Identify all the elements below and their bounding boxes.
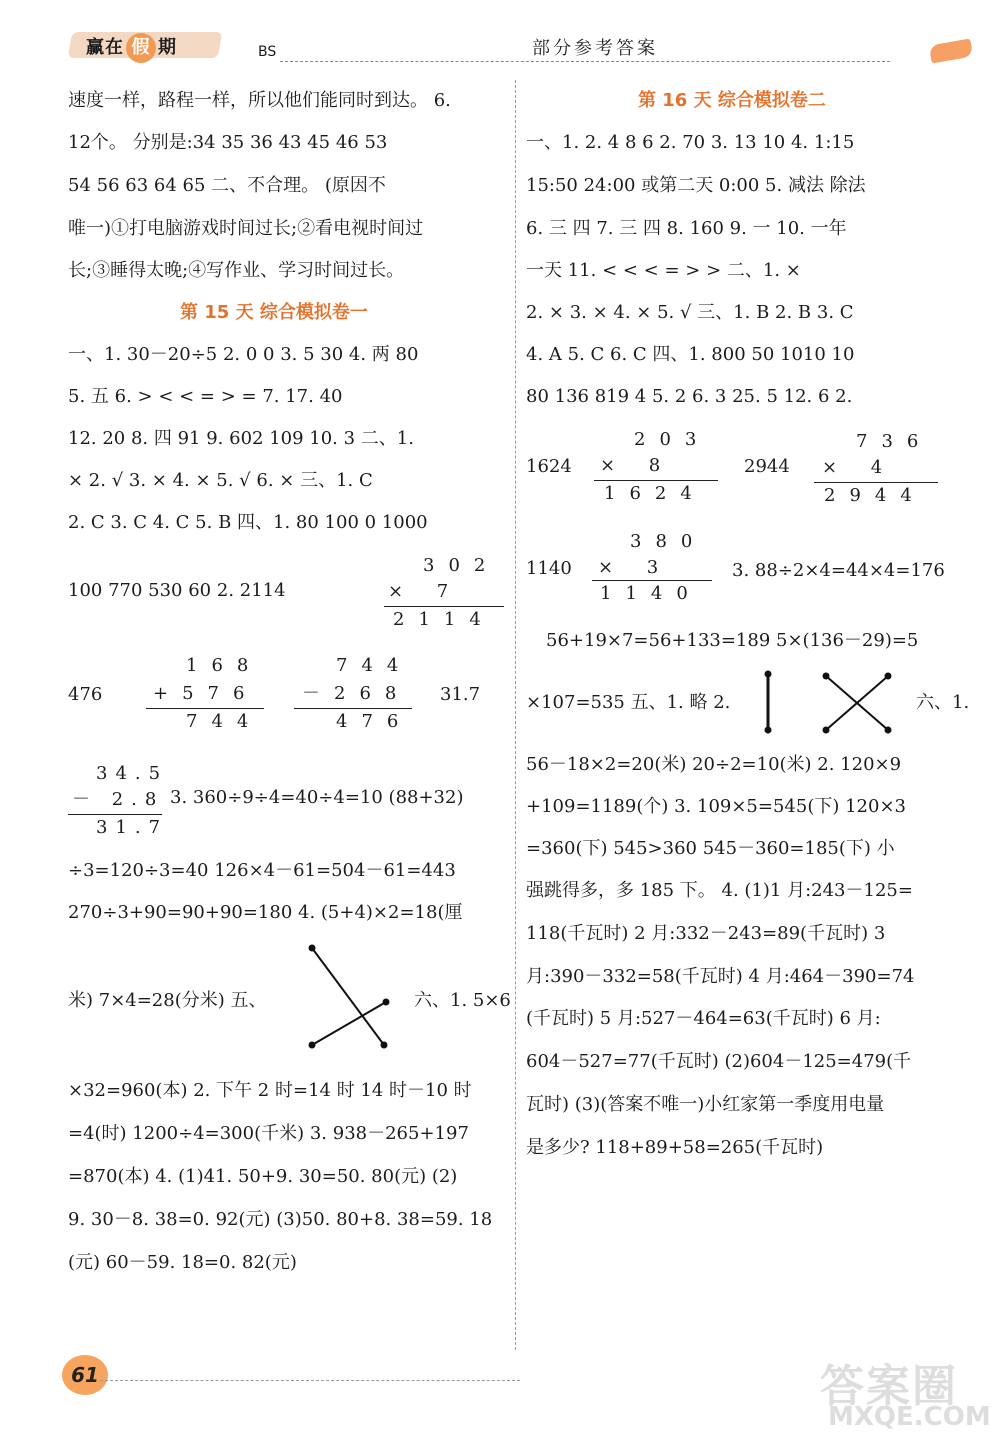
vertical-calc-row: 31.7: [96, 817, 169, 838]
text-line: 强跳得多，多 185 下。 4. (1)1 月:243－125=: [526, 880, 913, 901]
page-title: 部分参考答案: [532, 38, 658, 59]
vertical-calc-row: × 3: [598, 557, 673, 578]
text-line: 56+19×7=56+133=189 5×(136－29)=5: [546, 630, 919, 651]
text-line: × 2. √ 3. × 4. × 5. √ 6. × 三、1. C: [68, 470, 373, 491]
vertical-calc-row: 736: [856, 431, 933, 452]
text-line: 长;③睡得太晚;④写作业、学习时间过长。: [68, 260, 405, 281]
vertical-calc-row: 2114: [393, 609, 495, 630]
calc-rule: [68, 814, 162, 815]
vertical-calc-row: 380: [630, 531, 707, 552]
calc-rule: [384, 606, 504, 607]
section-title-day15: 第 15 天 综合模拟卷一: [180, 302, 368, 323]
vertical-calc-row: 34.5: [96, 763, 169, 784]
footer-rule: [100, 1380, 520, 1381]
vertical-calc-row: × 8: [600, 455, 675, 476]
text-line: 31.7: [440, 684, 481, 705]
text-line: 米) 7×4=28(分米) 五、: [68, 990, 267, 1011]
vertical-calc-row: － 2.8: [72, 789, 165, 810]
vertical-calc-row: 744: [336, 655, 413, 676]
page-header: [0, 0, 1000, 80]
brush-decoration: [929, 38, 973, 63]
text-line: ×32=960(本) 2. 下午 2 时=14 时 14 时－10 时: [68, 1080, 472, 1101]
page-number: 61: [62, 1355, 108, 1395]
text-line: 100 770 530 60 2. 2114: [68, 580, 286, 601]
calc-rule: [814, 482, 938, 483]
text-line: +109=1189(个) 3. 109×5=545(下) 120×3: [526, 796, 906, 817]
vertical-calc-row: × 4: [822, 457, 897, 478]
text-line: 是多少? 118+89+58=265(千瓦时): [526, 1137, 824, 1158]
text-line: 唯一)①打电脑游戏时间过长;②看电视时间过: [68, 218, 424, 239]
text-line: 月:390－332=58(千瓦时) 4 月:464－390=74: [526, 966, 915, 987]
text-line: 3. 88÷2×4=44×4=176: [732, 560, 945, 581]
vertical-calc-row: －268: [302, 683, 411, 704]
calc-rule: [146, 708, 264, 709]
calc-rule: [294, 708, 412, 709]
text-line: 速度一样，路程一样，所以他们能同时到达。 6.: [68, 90, 451, 111]
section-title-day16: 第 16 天 综合模拟卷二: [638, 90, 826, 111]
vertical-calc-row: 203: [634, 429, 711, 450]
text-line: 一、1. 30－20÷5 2. 0 0 3. 5 30 4. 两 80: [68, 344, 419, 365]
text-line: 54 56 63 64 65 二、不合理。 (原因不: [68, 175, 386, 196]
text-line: 80 136 819 4 5. 2 6. 3 25. 5 12. 6 2.: [526, 386, 853, 407]
vertical-calc-row: × 7: [388, 581, 463, 602]
line-matching-figure: [306, 940, 396, 1060]
text-line: 56－18×2=20(米) 20÷2=10(米) 2. 120×9: [526, 754, 902, 775]
text-line: 476: [68, 684, 103, 705]
vertical-calc-row: 2944: [824, 485, 926, 506]
calc-rule: [592, 580, 712, 581]
vertical-calc-row: +576: [153, 683, 259, 704]
text-line: 9. 30－8. 38=0. 92(元) (3)50. 80+8. 38=59. 18: [68, 1209, 493, 1230]
text-line: 12个。 分别是:34 35 36 43 45 46 53: [68, 132, 388, 153]
line-figure: [762, 668, 922, 738]
text-line: 5. 五 6. > < < = > = 7. 17. 40: [68, 386, 343, 407]
text-line: 12. 20 8. 四 91 9. 602 109 10. 3 二、1.: [68, 428, 414, 449]
text-line: 15:50 24:00 或第二天 0:00 5. 减法 除法: [526, 175, 866, 196]
vertical-calc-row: 1624: [604, 483, 706, 504]
text-line: 1140: [526, 558, 572, 579]
text-line: 604－527=77(千瓦时) (2)604－125=479(千: [526, 1051, 912, 1072]
text-line: =360(下) 545>360 545－360=185(下) 小: [526, 838, 895, 859]
text-line: 4. A 5. C 6. C 四、1. 800 50 1010 10: [526, 344, 855, 365]
text-line: 3. 360÷9÷4=40÷4=10 (88+32): [170, 787, 464, 808]
text-line: 1624: [526, 456, 572, 477]
text-line: 瓦时) (3)(答案不唯一)小红家第一季度用电量: [526, 1094, 885, 1115]
calc-rule: [594, 480, 718, 481]
edition-label: BS: [258, 44, 277, 60]
watermark-url: MXQE.COM: [828, 1402, 991, 1432]
text-line: 2. C 3. C 4. C 5. B 四、1. 80 100 0 1000: [68, 512, 428, 533]
text-line: 一天 11. < < < = > > 二、1. ×: [526, 260, 801, 281]
vertical-calc-row: 476: [336, 711, 413, 732]
text-line: =4(时) 1200÷4=300(千米) 3. 938－265+197: [68, 1123, 469, 1144]
text-line: 2. × 3. × 4. × 5. √ 三、1. B 2. B 3. C: [526, 302, 854, 323]
vertical-calc-row: 1140: [600, 583, 702, 604]
text-line: ×107=535 五、1. 略 2.: [526, 692, 731, 713]
watermark: 答案圈: [820, 1361, 958, 1412]
text-line: (千瓦时) 5 月:527－464=63(千瓦时) 6 月:: [526, 1008, 881, 1029]
text-line: 270÷3+90=90+90=180 4. (5+4)×2=18(厘: [68, 902, 463, 923]
text-line: 2944: [744, 456, 790, 477]
text-line: 一、1. 2. 4 8 6 2. 70 3. 13 10 4. 1:15: [526, 132, 855, 153]
text-line: 118(千瓦时) 2 月:332－243=89(千瓦时) 3: [526, 923, 886, 944]
text-line: =870(本) 4. (1)41. 50+9. 30=50. 80(元) (2): [68, 1166, 458, 1187]
text-line: ÷3=120÷3=40 126×4－61=504－61=443: [68, 860, 456, 881]
brand-logo: 赢在 假 期: [86, 33, 177, 63]
text-line: 六、1. 5×6: [414, 990, 511, 1011]
vertical-calc-row: 168: [186, 655, 263, 676]
text-line: (元) 60－59. 18=0. 82(元): [68, 1252, 297, 1273]
vertical-calc-row: 744: [186, 711, 263, 732]
text-line: 六、1.: [916, 692, 970, 713]
vertical-calc-row: 302: [423, 555, 500, 576]
header-rule: [280, 61, 890, 62]
text-line: 6. 三 四 7. 三 四 8. 160 9. 一 10. 一年: [526, 218, 847, 239]
column-divider: [515, 80, 516, 1350]
